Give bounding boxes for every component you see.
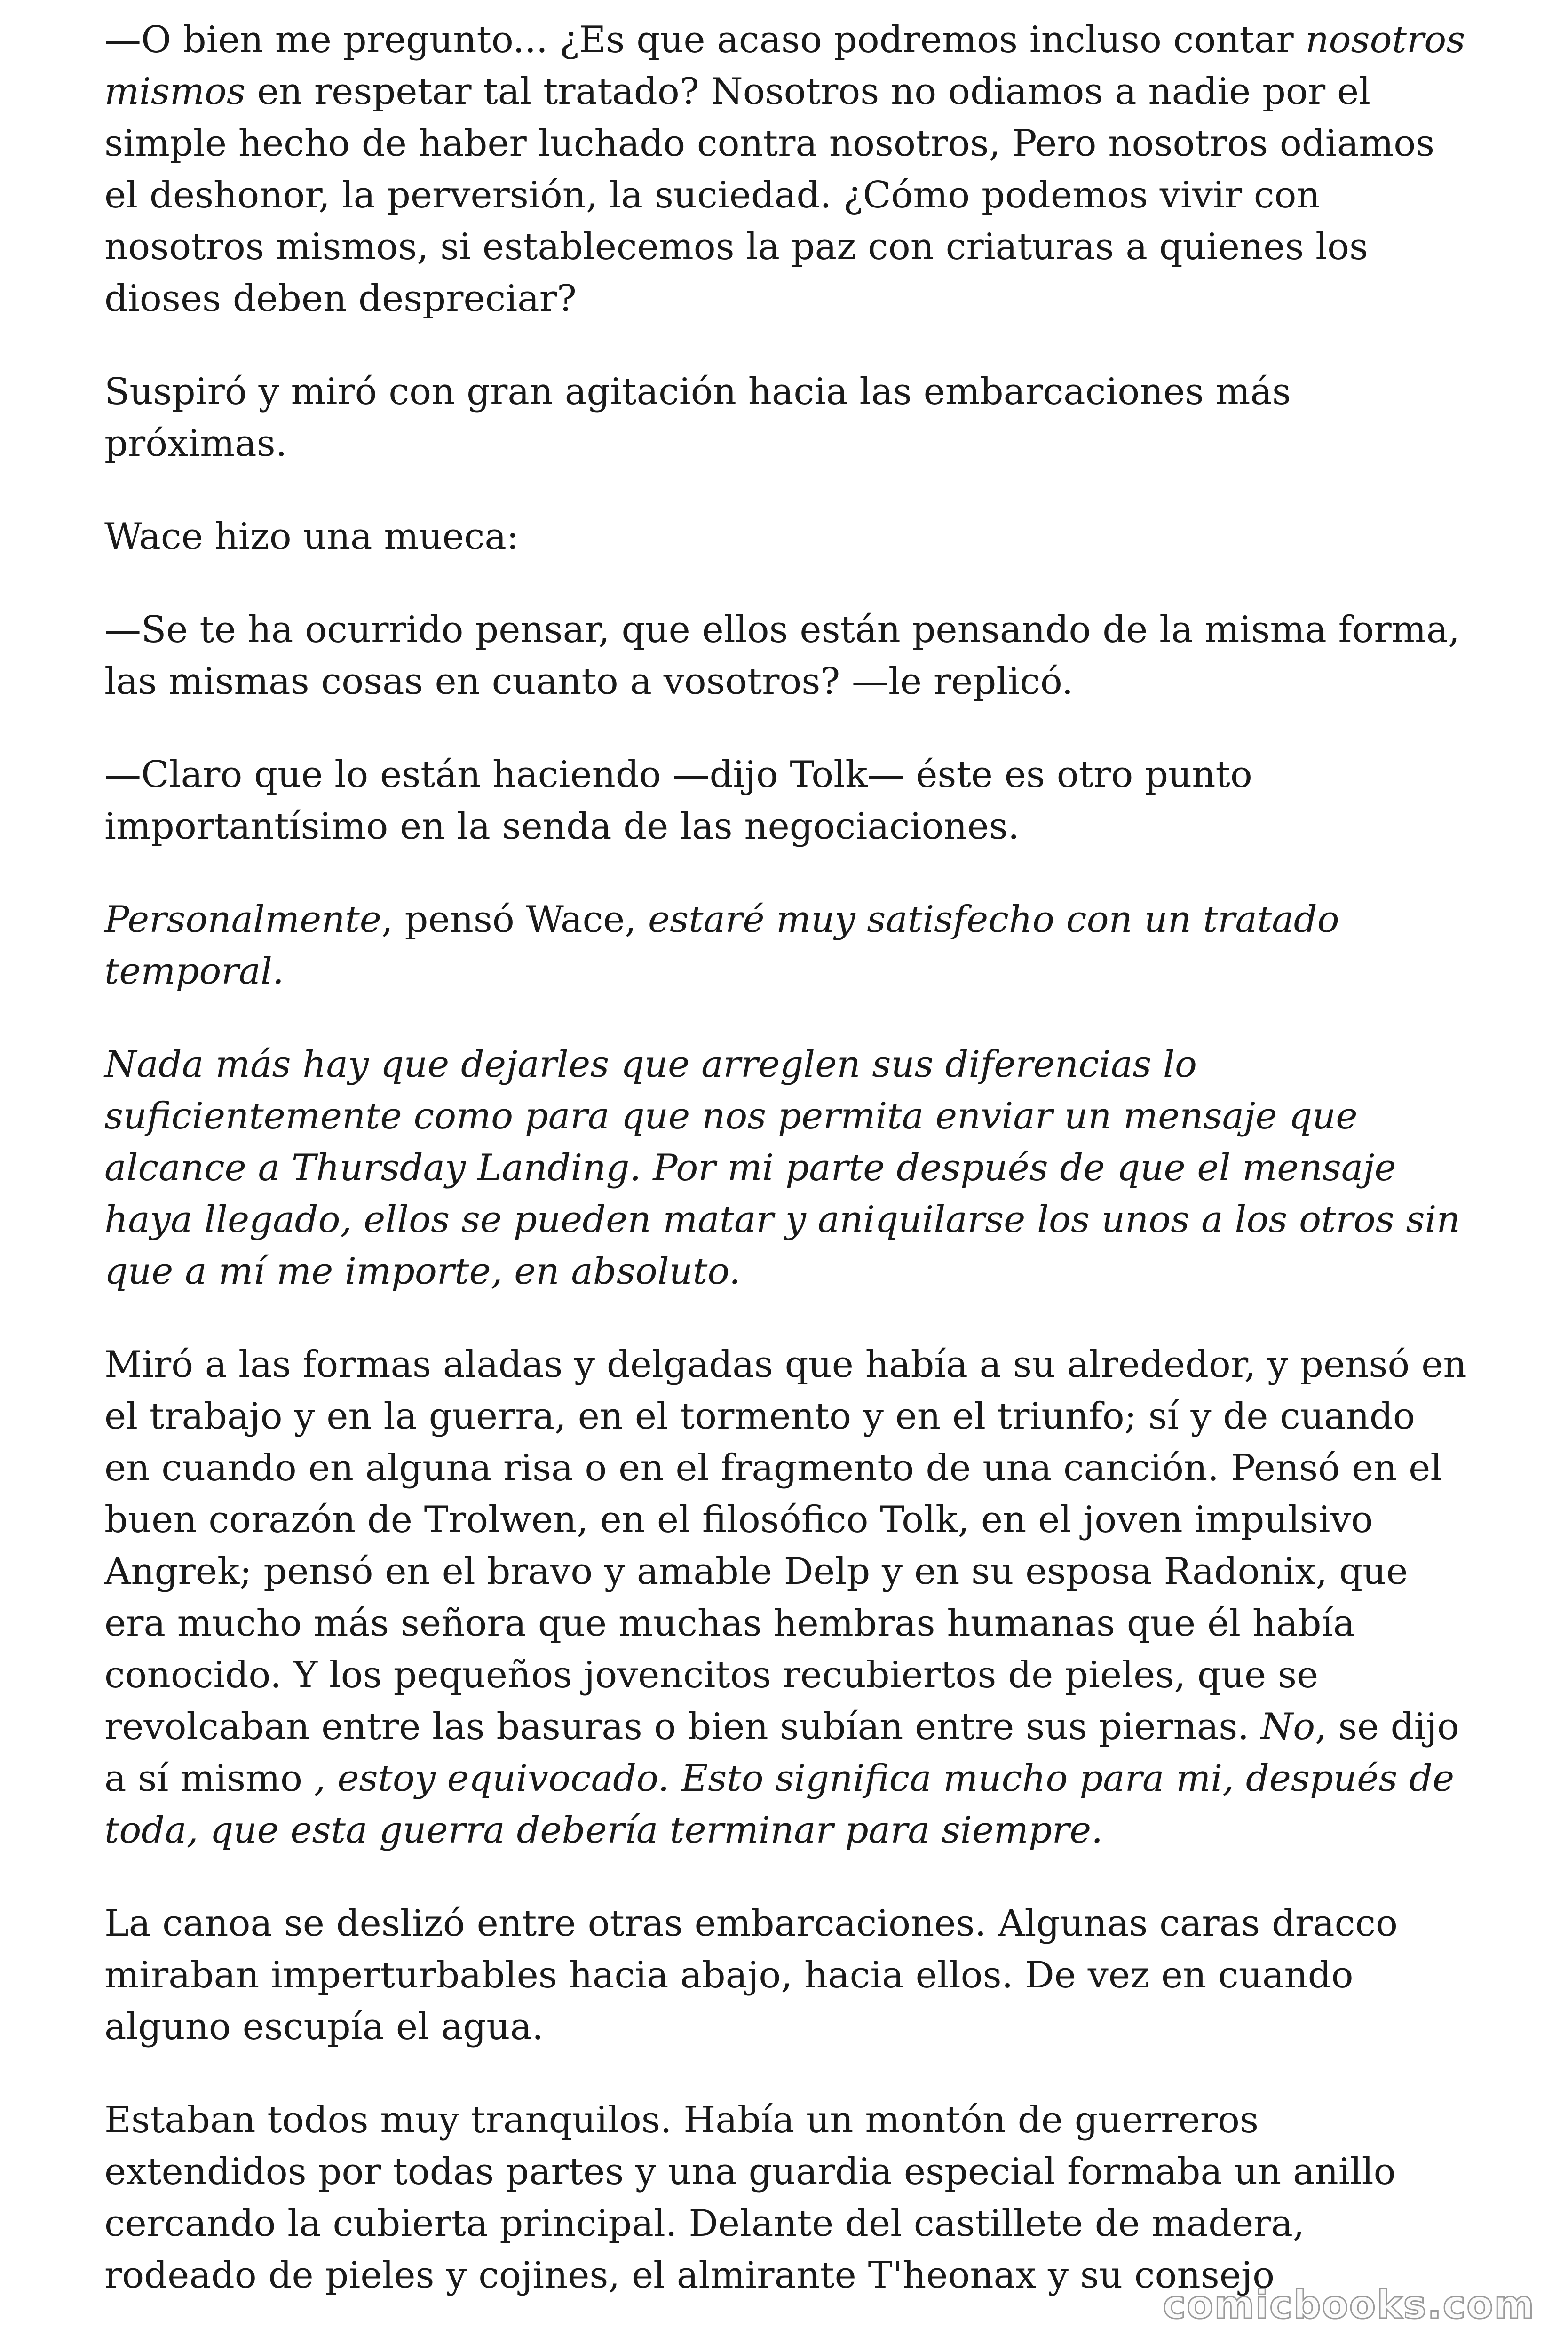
- text-run: —Se te ha ocurrido pensar, que ellos están pensando de la misma forma, las mismas cosas en cuanto a vosotros? —le replicó.: [104, 609, 1460, 703]
- text-paragraph: [104, 1339, 1468, 1856]
- italic-text: nosotros mismos: [104, 19, 1465, 113]
- text-paragraph: [104, 894, 1468, 997]
- text-run: en respetar tal tratado? Nosotros no odiamos a nadie por el simple hecho de haber luchado contra nosotros, Pero nosotros odiamos el deshonor, la perversión, la suciedad. ¿Cómo podemos vivir con nosotros mismos, si establecemos la paz con criaturas a quienes los dioses deben despreciar?: [104, 71, 1435, 320]
- text-run: Miró a las formas aladas y delgadas que había a su alrededor, y pensó en el trabajo y en la guerra, en el tormento y en el triunfo; sí y de cuando en cuando en alguna risa o en el fragmento de una canción. Pensó en el buen corazón de Trolwen, en el filosófico Tolk, en el joven impulsivo Angrek; pensó en el bravo y amable Delp y en su esposa Radonix, que era mucho más señora que muchas hembras humanas que él había conocido. Y los pequeños jovencitos recubiertos de pieles, que se revolcaban entre las basuras o bien subían entre sus piernas.: [104, 1343, 1467, 1748]
- text-paragraph: [104, 1898, 1468, 2053]
- text-paragraph: [104, 511, 1468, 563]
- italic-text: , estoy equivocado. Esto significa mucho para mi, después de toda, que esta guerra debería terminar para siempre.: [104, 1757, 1455, 1851]
- text-run: Estaban todos muy tranquilos. Había un montón de guerreros extendidos por todas partes y una guardia especial formaba un anillo cercando la cubierta principal. Delante del castillete de madera, rodeado de pieles y cojines, el almirante T'heonax y su consejo: [104, 2099, 1396, 2296]
- text-paragraph: [104, 2094, 1468, 2301]
- text-run: La canoa se deslizó entre otras embarcaciones. Algunas caras dracco miraban imperturbables hacia abajo, hacia ellos. De vez en cuando alguno escupía el agua.: [104, 1902, 1398, 2048]
- text-paragraph: [104, 366, 1468, 469]
- book-page: [104, 14, 1468, 2301]
- italic-text: estaré muy satisfecho con un tratado temporal.: [104, 898, 1339, 993]
- italic-text: Nada más hay que dejarles que arreglen sus diferencias lo suficientemente como para que nos permita enviar un mensaje que alcance a Thursday Landing. Por mi parte después de que el mensaje haya llegado, ellos se pueden matar y aniquilarse los unos a los otros sin que a mí me importe, en absoluto.: [104, 1043, 1460, 1293]
- text-run: Wace hizo una mueca:: [104, 516, 519, 558]
- text-run: —Claro que lo están haciendo —dijo Tolk— éste es otro punto importantísimo en la senda de las negociaciones.: [104, 754, 1252, 848]
- text-run: , se dijo a sí mismo: [104, 1706, 1459, 1800]
- text-paragraph: [104, 1039, 1468, 1297]
- italic-text: No: [1260, 1706, 1315, 1748]
- text-run: Suspiró y miró con gran agitación hacia las embarcaciones más próximas.: [104, 371, 1291, 465]
- italic-text: Personalmente: [104, 898, 381, 941]
- text-run: —O bien me pregunto... ¿Es que acaso podremos incluso contar: [104, 19, 1306, 61]
- text-paragraph: [104, 749, 1468, 852]
- text-paragraph: [104, 604, 1468, 707]
- watermark-logo: comicbooks.com: [1163, 2283, 1535, 2328]
- text-paragraph: [104, 14, 1468, 325]
- text-run: , pensó Wace,: [381, 898, 648, 941]
